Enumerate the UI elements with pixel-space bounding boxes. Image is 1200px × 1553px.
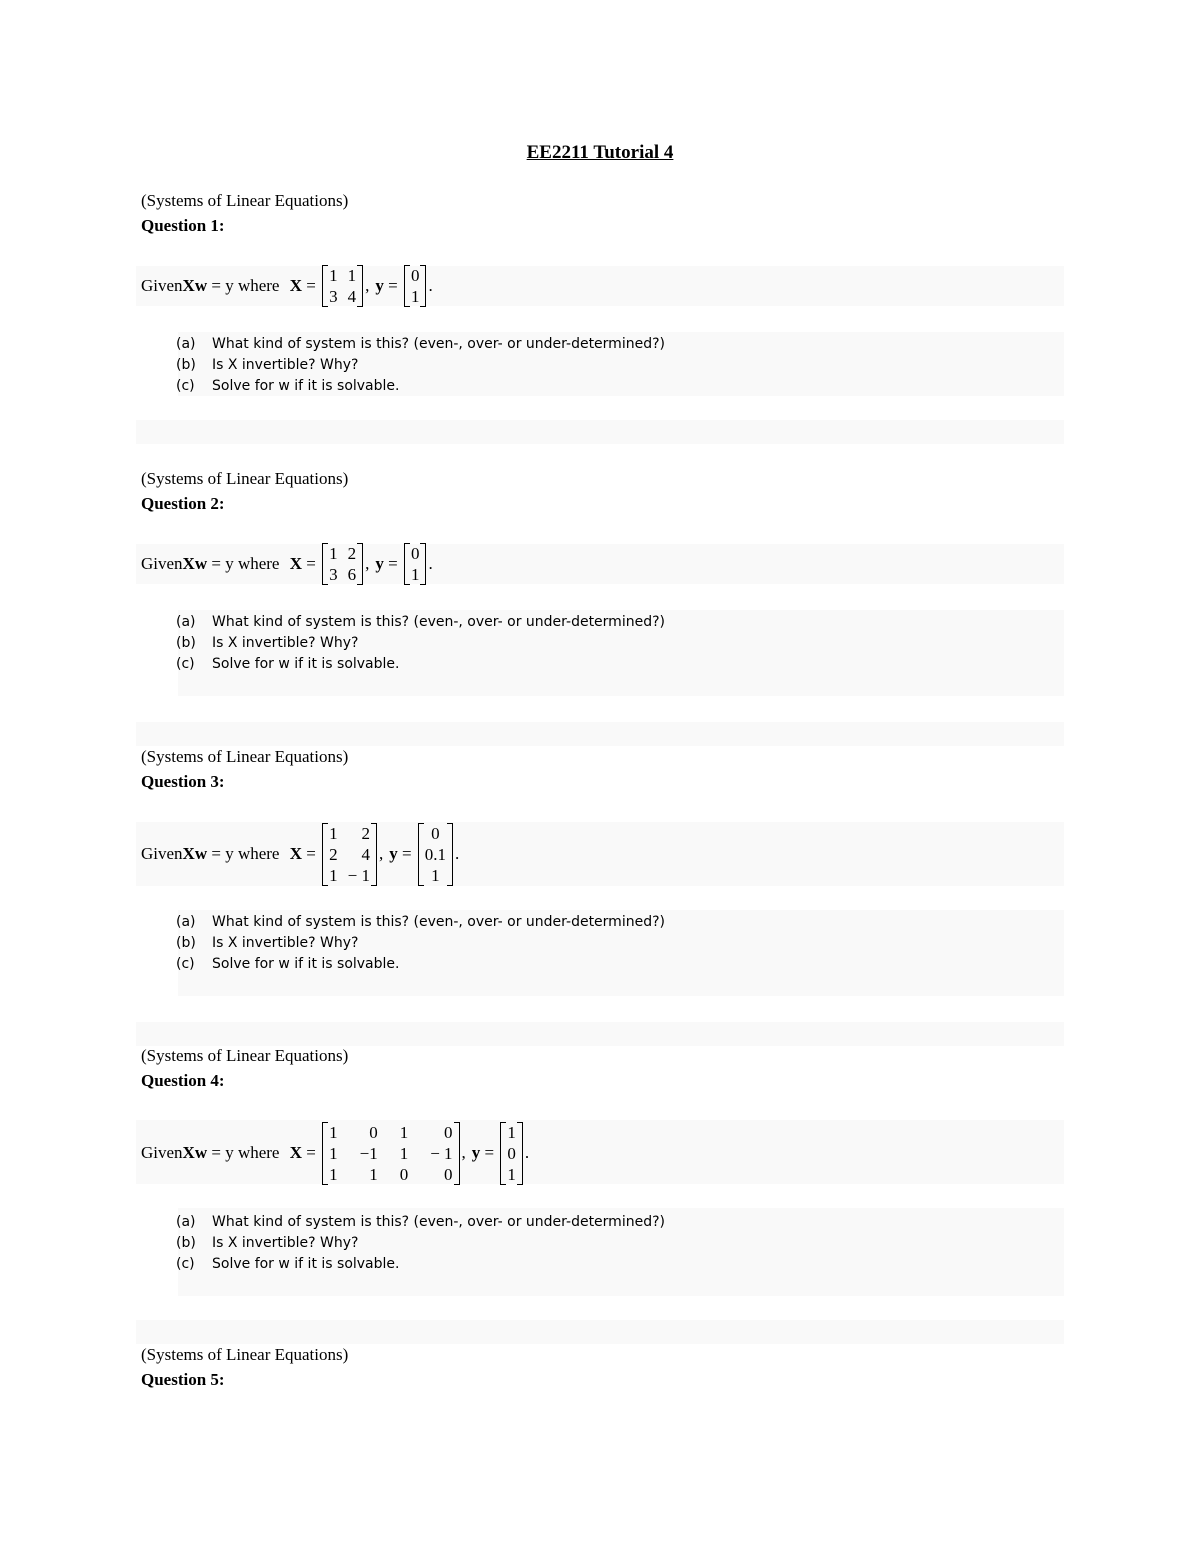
comma: , [378,844,384,863]
question-topic: (Systems of Linear Equations) [141,747,349,766]
matrix-cell: 1 [329,865,338,885]
sub-question [176,1232,665,1253]
symbol-x: X [182,276,195,295]
matrix-x [322,823,377,886]
sub-question-label: (b) [176,634,196,651]
given-equation [141,1121,529,1185]
question-topic: (Systems of Linear Equations) [141,1046,349,1065]
question-heading: Question 5: [141,1370,225,1389]
vector-y-symbol: y [471,1143,481,1162]
equals-sign: = [207,554,226,573]
sub-question-text: Solve for w if it is solvable. [212,955,400,972]
sub-question-text: What kind of system is this? (even-, over- or under-determined?) [212,335,665,352]
question-topic: (Systems of Linear Equations) [141,1345,349,1364]
matrix-cell: 1 [329,1164,338,1184]
matrix-cell: 1 [399,1122,409,1142]
sub-question-label: (c) [176,955,195,972]
matrix-cell: 0 [444,1164,453,1184]
symbol-y: y [225,1143,234,1162]
question-heading: Question 1: [141,216,225,235]
vector-y-symbol: y [375,554,384,573]
matrix-x [322,1122,459,1185]
period: . [428,276,433,295]
symbol-w: w [194,276,208,295]
vector-y-symbol: y [389,844,398,863]
matrix-cell: 1 [329,266,338,285]
matrix-cell: 1 [399,1143,409,1163]
shade-block [136,1022,1064,1046]
matrix-cell: 1 [329,544,338,563]
vector-y [404,265,427,307]
given-equation [141,264,433,308]
symbol-w: w [194,554,208,573]
sub-question-label: (b) [176,934,196,951]
equals-sign: = [207,276,226,295]
equals-sign: = [207,1143,226,1162]
matrix-cell: 1 [347,266,357,285]
sub-question-label: (a) [176,913,196,930]
sub-questions [176,611,665,674]
matrix-cell: 1 [369,1164,378,1184]
matrix-cell: 0 [399,1164,409,1184]
vector-y [500,1122,523,1185]
sub-question [176,1211,665,1232]
matrix-cell: 1 [329,1143,338,1163]
matrix-cell: 4 [347,287,357,306]
sub-question [176,375,665,396]
sub-question [176,1253,665,1274]
sub-question [176,333,665,354]
matrix-cell: 2 [329,844,338,864]
sub-question-label: (a) [176,1213,196,1230]
matrix-cell: −1 [359,1143,378,1163]
equals-sign: = [302,554,321,573]
matrix-cell: − 1 [430,1143,453,1163]
sub-question-text: What kind of system is this? (even-, over- or under-determined?) [212,1213,665,1230]
document-title: EE2211 Tutorial 4 [526,142,674,163]
comma: , [365,554,370,573]
where-word: where [233,554,284,573]
matrix-x-symbol: X [289,276,303,295]
vector-cell: 1 [507,1164,516,1184]
sub-question [176,354,665,375]
symbol-w: w [194,844,208,863]
given-equation [141,822,459,886]
matrix-cell: 4 [361,844,370,864]
vector-y [418,823,453,886]
matrix-x [322,265,363,307]
sub-question [176,932,665,953]
vector-cell: 1 [431,865,440,885]
matrix-cell: 3 [329,287,338,306]
matrix-cell: 0 [444,1122,453,1142]
vector-cell: 0 [431,823,440,843]
matrix-cell: 2 [347,544,357,563]
equals-sign: = [383,554,402,573]
where-word: where [233,1143,284,1162]
given-prefix: Given [141,844,183,863]
given-prefix: Given [141,1143,183,1162]
vector-cell: 0 [410,266,420,285]
symbol-x: X [182,1143,195,1162]
sub-question-text: What kind of system is this? (even-, over- or under-determined?) [212,613,665,630]
matrix-cell: − 1 [347,865,370,885]
matrix-x-symbol: X [289,554,303,573]
equals-sign: = [302,276,321,295]
vector-cell: 0 [507,1143,516,1163]
given-prefix: Given [141,554,183,573]
period: . [428,554,433,573]
sub-question-label: (a) [176,335,196,352]
question-topic: (Systems of Linear Equations) [141,191,349,210]
given-equation [141,542,433,586]
sub-question [176,632,665,653]
shade-block [136,420,1064,444]
vector-cell: 1 [410,565,420,584]
symbol-y: y [225,844,234,863]
symbol-x: X [182,844,195,863]
vector-y [404,543,427,585]
sub-question-text: Is X invertible? Why? [212,934,359,951]
shade-block [136,1320,1064,1344]
sub-questions [176,1211,665,1274]
matrix-x-symbol: X [289,844,303,863]
matrix-cell: 6 [347,565,357,584]
matrix-cell: 1 [329,1122,338,1142]
sub-question-text: Solve for w if it is solvable. [212,655,400,672]
matrix-cell: 2 [361,823,370,843]
equals-sign: = [383,276,402,295]
sub-question-text: Solve for w if it is solvable. [212,1255,400,1272]
symbol-w: w [194,1143,208,1162]
sub-question-text: What kind of system is this? (even-, over- or under-determined?) [212,913,665,930]
sub-question [176,653,665,674]
matrix-cell: 0 [369,1122,378,1142]
equals-sign: = [480,1143,499,1162]
sub-questions [176,911,665,974]
question-heading: Question 4: [141,1071,225,1090]
symbol-y: y [225,276,234,295]
equals-sign: = [302,1143,321,1162]
sub-question-label: (b) [176,1234,196,1251]
shade-block [136,722,1064,746]
sub-question-text: Is X invertible? Why? [212,634,359,651]
vector-y-symbol: y [375,276,384,295]
sub-question [176,611,665,632]
comma: , [461,1143,466,1162]
equals-sign: = [207,844,226,863]
sub-questions [176,333,665,396]
where-word: where [233,276,284,295]
equals-sign: = [302,844,321,863]
where-word: where [233,844,284,863]
vector-cell: 1 [507,1122,516,1142]
sub-question-text: Is X invertible? Why? [212,1234,359,1251]
sub-question-label: (c) [176,377,195,394]
comma: , [365,276,370,295]
question-topic: (Systems of Linear Equations) [141,469,349,488]
matrix-x-symbol: X [289,1143,303,1162]
matrix-cell: 3 [329,565,338,584]
vector-cell: 1 [410,287,420,306]
sub-question [176,911,665,932]
question-heading: Question 3: [141,772,225,791]
matrix-x [322,543,363,585]
sub-question-text: Solve for w if it is solvable. [212,377,400,394]
symbol-x: X [182,554,195,573]
vector-cell: 0.1 [424,844,447,864]
symbol-y: y [225,554,234,573]
sub-question-label: (a) [176,613,196,630]
equals-sign: = [397,844,416,863]
sub-question-label: (c) [176,1255,195,1272]
question-heading: Question 2: [141,494,225,513]
matrix-cell: 1 [329,823,338,843]
period: . [524,1143,530,1162]
sub-question-label: (b) [176,356,196,373]
period: . [455,844,460,863]
sub-question-text: Is X invertible? Why? [212,356,359,373]
sub-question [176,953,665,974]
sub-question-label: (c) [176,655,195,672]
vector-cell: 0 [410,544,420,563]
given-prefix: Given [141,276,183,295]
